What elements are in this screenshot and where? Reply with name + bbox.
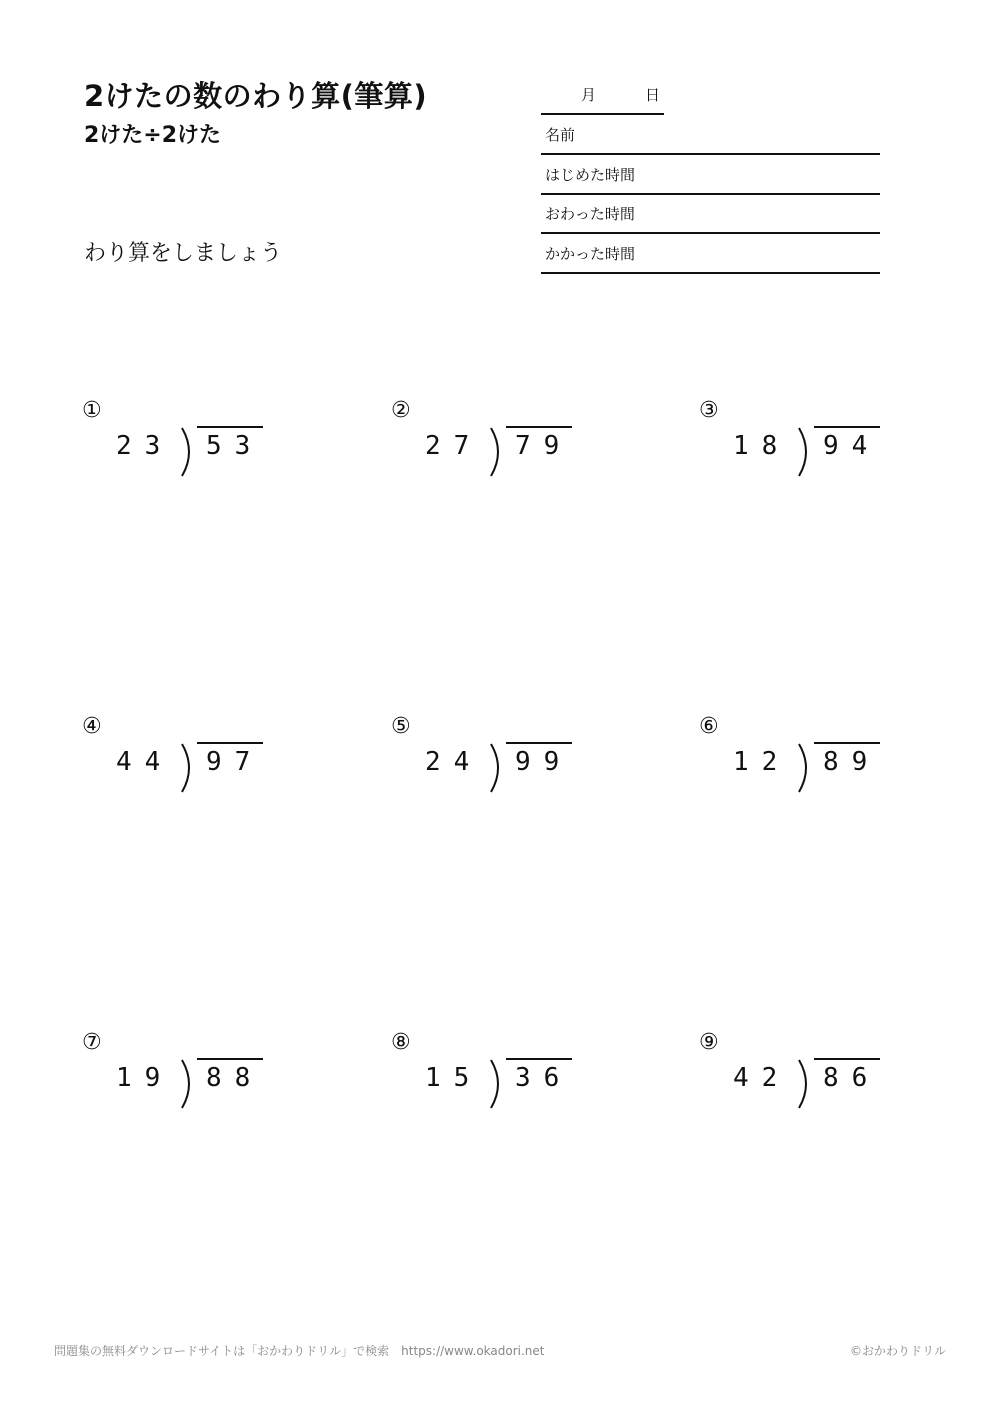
division-bracket-icon xyxy=(487,1058,507,1110)
problem-number: ⑤ xyxy=(391,714,411,739)
problem-number: ⑥ xyxy=(699,714,719,739)
worksheet-title: 2けたの数のわり算(筆算) xyxy=(84,79,428,113)
worksheet-subtitle: 2けた÷2けた xyxy=(84,123,222,148)
division-bracket-icon xyxy=(178,426,198,478)
dividend: 86 xyxy=(823,1063,881,1093)
divisor: 27 xyxy=(425,431,483,461)
divisor: 18 xyxy=(733,431,791,461)
day-label: 日 xyxy=(645,86,661,104)
division-bracket-icon xyxy=(795,1058,815,1110)
division-bar xyxy=(506,742,572,744)
division-bar xyxy=(197,1058,263,1060)
elapsed-time-field[interactable] xyxy=(541,234,880,274)
end-time-label: おわった時間 xyxy=(545,205,635,223)
problem-number: ② xyxy=(391,398,411,423)
division-bar xyxy=(814,1058,880,1060)
problem-8 xyxy=(391,1030,651,1120)
problem-number: ① xyxy=(82,398,102,423)
dividend: 88 xyxy=(206,1063,264,1093)
division-bar xyxy=(814,426,880,428)
footer-site-note: 問題集の無料ダウンロードサイトは「おかわりドリル」で検索 https://www.okadori.net xyxy=(54,1344,545,1358)
divisor: 12 xyxy=(733,747,791,777)
divisor: 42 xyxy=(733,1063,791,1093)
dividend: 89 xyxy=(823,747,881,777)
dividend: 94 xyxy=(823,431,881,461)
division-bar xyxy=(197,742,263,744)
problem-number: ⑦ xyxy=(82,1030,102,1055)
dividend: 99 xyxy=(515,747,573,777)
division-bracket-icon xyxy=(487,426,507,478)
dividend: 97 xyxy=(206,747,264,777)
division-bracket-icon xyxy=(178,1058,198,1110)
division-bracket-icon xyxy=(178,742,198,794)
dividend: 53 xyxy=(206,431,264,461)
problem-number: ⑧ xyxy=(391,1030,411,1055)
problem-3 xyxy=(699,398,959,488)
divisor: 23 xyxy=(116,431,174,461)
date-field[interactable] xyxy=(541,82,664,115)
division-bracket-icon xyxy=(795,742,815,794)
name-label: 名前 xyxy=(545,126,576,144)
dividend: 79 xyxy=(515,431,573,461)
problem-9 xyxy=(699,1030,959,1120)
division-bar xyxy=(506,1058,572,1060)
dividend: 36 xyxy=(515,1063,573,1093)
elapsed-time-label: かかった時間 xyxy=(545,245,636,263)
problem-2 xyxy=(391,398,651,488)
name-field[interactable] xyxy=(541,115,880,155)
division-bracket-icon xyxy=(795,426,815,478)
divisor: 15 xyxy=(425,1063,483,1093)
divisor: 44 xyxy=(116,747,174,777)
problem-5 xyxy=(391,714,651,804)
divisor: 19 xyxy=(116,1063,174,1093)
problem-number: ③ xyxy=(699,398,719,423)
start-time-field[interactable] xyxy=(541,155,880,195)
problem-1 xyxy=(82,398,342,488)
end-time-field[interactable] xyxy=(541,194,880,234)
footer-copyright: ©おかわりドリル xyxy=(850,1344,947,1358)
start-time-label: はじめた時間 xyxy=(545,166,636,184)
problem-number: ⑨ xyxy=(699,1030,719,1055)
problem-6 xyxy=(699,714,959,804)
division-bar xyxy=(814,742,880,744)
instruction-text: わり算をしましょう xyxy=(84,241,283,266)
division-bracket-icon xyxy=(487,742,507,794)
month-label: 月 xyxy=(581,86,597,104)
divisor: 24 xyxy=(425,747,483,777)
problem-number: ④ xyxy=(82,714,102,739)
problem-7 xyxy=(82,1030,342,1120)
division-bar xyxy=(197,426,263,428)
division-bar xyxy=(506,426,572,428)
problem-4 xyxy=(82,714,342,804)
